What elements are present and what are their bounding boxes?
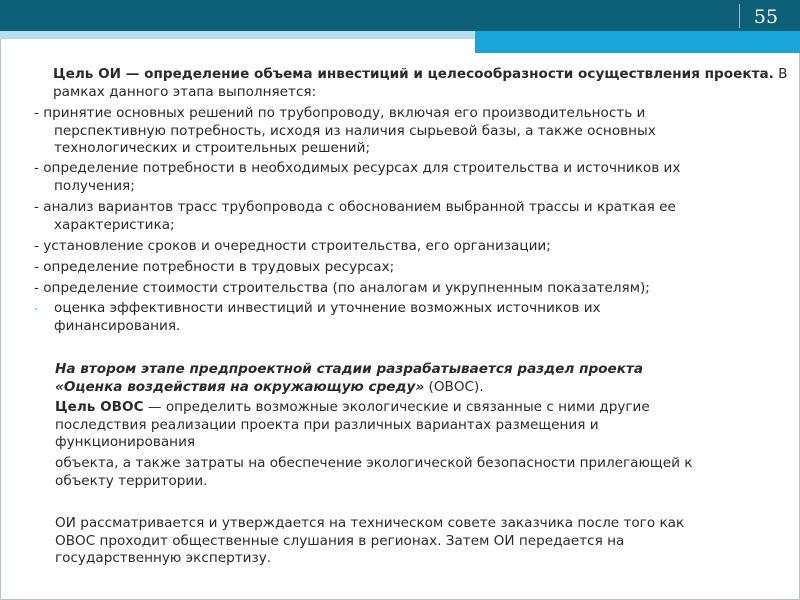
- intro-goal: Цель ОИ — определение объема инвестиций и целесообразности осуществления проекта.: [53, 66, 774, 82]
- final-line: государственную экспертизу.: [55, 550, 272, 567]
- list-item-line: оценка эффективности инвестиций и уточнение возможных источников их: [54, 300, 601, 316]
- list-marker: -: [34, 280, 44, 296]
- bullet-marker: -: [34, 302, 38, 315]
- list-item: [34, 300, 774, 335]
- list-item-line: получения;: [54, 177, 135, 194]
- intro-rest: В рамках данного этапа выполняется:: [53, 66, 788, 100]
- stage2-section-name: «Оценка воздействия на окружающую среду»: [55, 378, 425, 395]
- stage2-paragraph: [55, 361, 775, 396]
- ovos-line: последствия реализации проекта при различных вариантах размещения и: [55, 416, 599, 433]
- list-marker: -: [34, 105, 44, 121]
- ovos-paragraph: [55, 399, 775, 452]
- list-item-line: установление сроков и очередности строительства, его организации;: [43, 238, 551, 254]
- stage2-abbrev: (ОВОС).: [424, 378, 484, 395]
- list-item: [34, 238, 774, 256]
- ovos-continuation: [55, 455, 775, 490]
- intro-paragraph: [53, 66, 800, 101]
- list-item-line: характеристика;: [54, 216, 175, 233]
- ovos-line: объекту территории.: [55, 472, 208, 489]
- list-item: [34, 259, 774, 277]
- list-item: [34, 105, 774, 158]
- final-line: ОИ рассматривается и утверждается на техническом совете заказчика после того как: [55, 515, 685, 531]
- list-item: [34, 160, 774, 195]
- list-marker: -: [34, 238, 44, 254]
- list-item-line: определение потребности в необходимых ресурсах для строительства и источников их: [43, 160, 681, 176]
- ovos-line: функционирования: [55, 434, 196, 451]
- stage2-line: На втором этапе предпроектной стадии разрабатывается раздел проекта: [55, 361, 644, 377]
- list-item-line: принятие основных решений по трубопроводу, включая его производительность и: [43, 105, 646, 121]
- list-item-line: технологических и строительных решений;: [54, 140, 371, 157]
- list-marker: -: [34, 160, 44, 176]
- ovos-line: — определить возможные экологические и связанные с ними другие: [143, 399, 650, 415]
- list-item-line: перспективную потребность, исходя из наличия сырьевой базы, а также основных: [54, 122, 656, 139]
- ovos-line: объекта, а также затраты на обеспечение экологической безопасности прилегающей к: [55, 455, 693, 471]
- list-marker: -: [34, 199, 44, 215]
- final-line: ОВОС проходит общественные слушания в регионах. Затем ОИ передается на: [55, 532, 625, 549]
- list-item-line: финансирования.: [54, 317, 181, 334]
- page-number: 55: [753, 6, 779, 28]
- ovos-goal: Цель ОВОС: [55, 399, 144, 415]
- list-item: [34, 280, 774, 298]
- list-item-line: определение стоимости строительства (по аналогам и укрупненным показателям);: [43, 280, 650, 296]
- final-paragraph: [55, 515, 775, 568]
- list-item: [34, 199, 774, 234]
- list-item-line: анализ вариантов трасс трубопровода с обоснованием выбранной трассы и краткая ее: [43, 199, 676, 215]
- list-item-line: определение потребности в трудовых ресурсах;: [43, 259, 395, 275]
- list-marker: -: [34, 259, 44, 275]
